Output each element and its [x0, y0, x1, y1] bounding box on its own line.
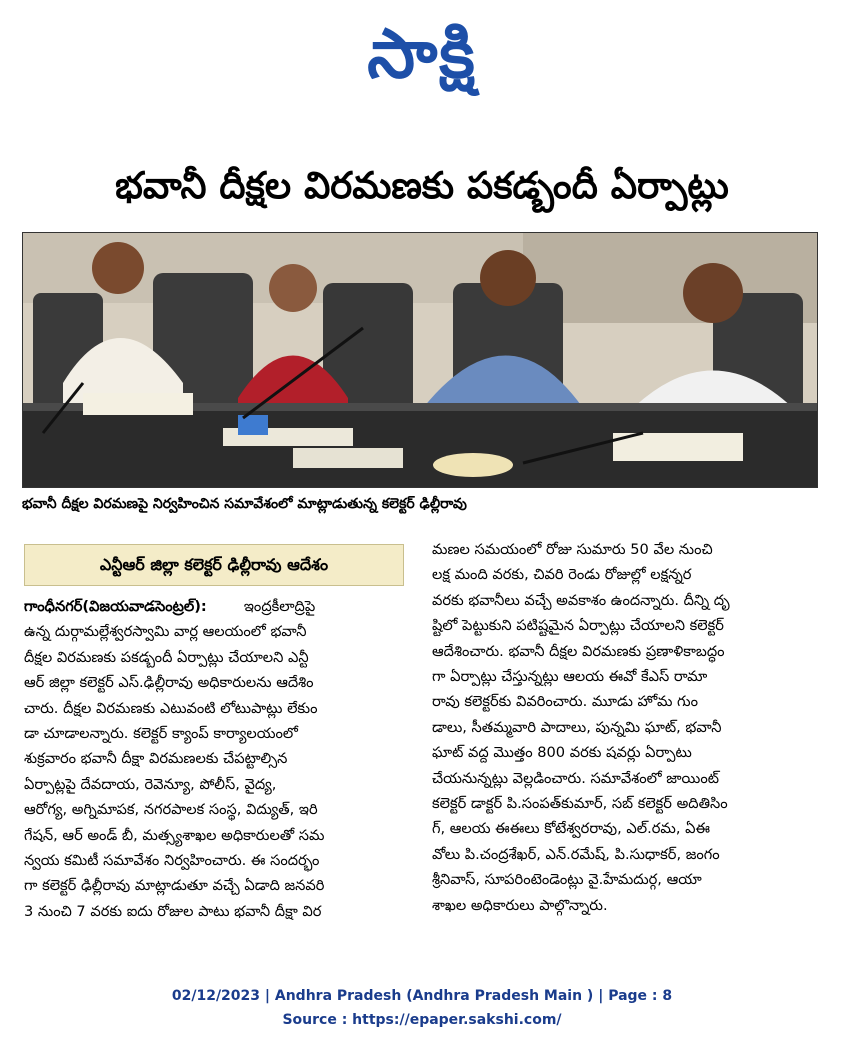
meeting-photo-illustration	[23, 233, 818, 488]
article-column-right	[432, 537, 816, 950]
article-line: శ్రీనివాస్, సూపరింటెండెంట్లు వై.హేమదుర్గ, ఆయా	[432, 871, 702, 889]
article-line: గా ఏర్పాట్లు చేస్తున్నట్లు ఆలయ ఈవో కేఎస్ రామా	[432, 668, 708, 686]
headline: భవానీ దీక్షల విరమణకు పకడ్బందీ ఏర్పాట్లు	[115, 164, 729, 207]
article-line: డా చూడాలన్నారు. కలెక్టర్ క్యాంప్ కార్యాలయంలో	[24, 725, 298, 743]
article-line: మణల సమయంలో రోజు సుమారు 50 వేల నుంచి	[432, 541, 713, 558]
footer-edition-info: 02/12/2023 | Andhra Pradesh (Andhra Pradesh Main ) | Page : 8	[171, 988, 673, 1004]
sakshi-logo: సాక్షి	[367, 15, 477, 94]
article-line: ష్టిలో పెట్టుకుని పటిష్టమైన ఏర్పాట్లు చేయాలని కలెక్టర్	[432, 617, 724, 635]
footer-source-link[interactable]: Source : https://epaper.sakshi.com/	[282, 1012, 562, 1028]
article-line: 3 నుంచి 7 వరకు ఐదు రోజుల పాటు భవానీ దీక్షా విర	[24, 902, 322, 920]
article-line: ఏర్పాట్లపై దేవదాయ, రెవెన్యూ, పోలీస్, వైద్య,	[24, 775, 277, 793]
article-line: కలెక్టర్ డాక్టర్ పి.సంపత్‌కుమార్, సబ్ కలెక్టర్ అదితిసిం	[432, 795, 728, 813]
article-line: శుక్రవారం భవానీ దీక్షా విరమణలకు చేపట్టాల్సిన	[24, 750, 288, 768]
article-line: వరకు భవానీలు వచ్చే అవకాశం ఉందన్నారు. దీన్ని దృ	[432, 591, 730, 609]
dateline: గాంధీనగర్(విజయవాడసెంట్రల్):	[24, 598, 207, 615]
article-line: ఉన్న దుర్గామల్లేశ్వరస్వామి వార్ల ఆలయంలో భవానీ	[24, 623, 307, 641]
news-photo	[22, 232, 818, 488]
article-line: న్వయ కమిటీ సమావేశం నిర్వహించారు. ఈ సందర్భం	[24, 852, 320, 870]
article-line: చారు. దీక్షల విరమణకు ఎటువంటి లోటుపాట్లు లేకుం	[24, 699, 318, 717]
masthead	[0, 12, 844, 98]
article-line: ఆరోగ్య, అగ్నిమాపక, నగరపాలక సంస్థ, విద్యుత్, ఇరి	[24, 801, 318, 819]
article-line: గాంధీనగర్(విజయవాడసెంట్రల్): ఇంద్రకీలాద్రిపై	[24, 598, 316, 615]
article-line: గేషన్, ఆర్ అండ్ బీ, మత్స్యశాఖల అధికారులతో సమ	[24, 826, 325, 844]
article-line: శాఖల అధికారులు పాల్గొన్నారు.	[432, 896, 608, 914]
article-line: గా కలెక్టర్ ఢిల్లీరావు మాట్లాడుతూ వచ్చే ఏడాది జనవరి	[24, 877, 325, 895]
article-line: రావు కలెక్టర్‌కు వివరించారు. మూడు హోమ గుం	[432, 693, 698, 711]
subheadline: ఎన్టీఆర్ జిల్లా కలెక్టర్ ఢిల్లీరావు ఆదేశం	[24, 544, 404, 586]
photo-caption: భవానీ దీక్షల విరమణపై నిర్వహించిన సమావేశంలో మాట్లాడుతున్న కలెక్టర్ ఢిల్లీరావు	[22, 496, 467, 512]
article-line: వోలు పి.చంద్రశేఖర్, ఎన్.రమేష్, పి.సుధాకర్, జంగం	[432, 845, 720, 863]
article-line: గ్, ఆలయ ఈఈలు కోటేశ్వరరావు, ఎల్.రమ, ఏఈ	[432, 820, 711, 838]
article-line: లక్ష మంది వరకు, చివరి రెండు రోజుల్లో లక్షన్నర	[432, 566, 692, 584]
article-line: దీక్షల విరమణకు పకడ్బందీ ఏర్పాట్లు చేయాలని ఎన్టీ	[24, 648, 309, 666]
article-column-left	[24, 594, 406, 950]
article-line: ఆర్ జిల్లా కలెక్టర్ ఎస్.ఢిల్లీరావు అధికారులను ఆదేశిం	[24, 674, 314, 692]
article-line: డాలు, సీతమ్మవారి పాదాలు, పున్నమి ఘాట్, భవానీ	[432, 718, 722, 736]
article-line: ఆదేశించారు. భవానీ దీక్షల విరమణకు ప్రణాళికాబద్ధం	[432, 642, 725, 660]
article-line: ఘాట్ వద్ద మొత్తం 800 వరకు షవర్లు ఏర్పాటు	[432, 744, 692, 762]
article-line: చేయనున్నట్లు వెల్లడించారు. సమావేశంలో జాయింట్	[432, 769, 719, 787]
